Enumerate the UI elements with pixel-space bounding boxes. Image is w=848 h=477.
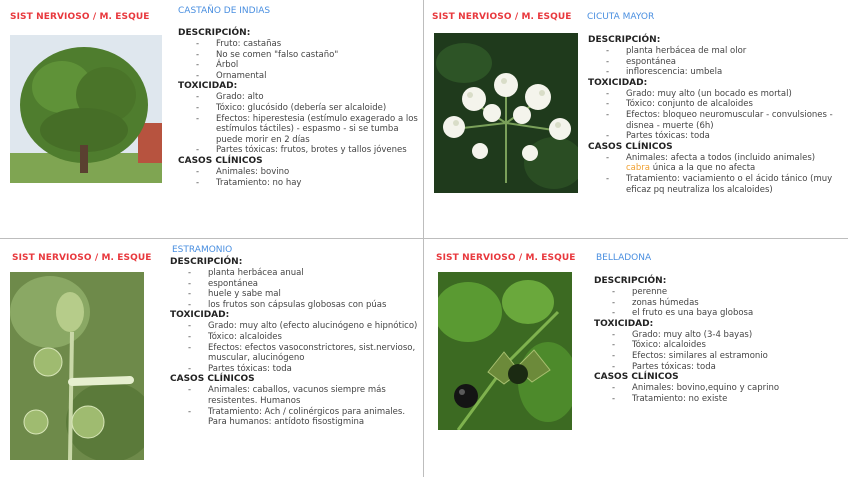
list-item: - Grado: muy alto (un bocado es mortal) (588, 89, 840, 100)
list-item: - Tóxico: alcaloides (594, 340, 840, 351)
section-descripcion: DESCRIPCIÓN: (594, 276, 667, 286)
photo-castano (10, 35, 162, 183)
list-item: - Efectos: efectos vasoconstrictores, sist.nervioso, muscular, alucinógeno (170, 343, 420, 364)
list-item: - Grado: muy alto (3-4 bayas) (594, 330, 840, 341)
list-item: - el fruto es una baya globosa (594, 308, 840, 319)
list-item: - Efectos: hiperestesia (estímulo exagerado a los estímulos táctiles) - espasmo - si se tumba puede morir en 2 días (178, 114, 422, 146)
list-item: - Partes tóxicas: toda (170, 364, 420, 375)
section-toxicidad: TOXICIDAD: (178, 81, 238, 92)
section-casos: CASOS CLÍNICOS (178, 155, 263, 166)
list-item: - Efectos: similares al estramonio (594, 351, 840, 362)
list-item: - Ornamental (178, 71, 422, 82)
list-item: - No se comen "falso castaño" (178, 50, 422, 61)
section-descripcion: DESCRIPCIÓN: (588, 35, 661, 45)
list-item: - espontánea (170, 279, 420, 290)
category-label: SIST NERVIOSO / M. ESQUE (436, 253, 576, 263)
list-item: - Animales: bovino (178, 167, 422, 178)
list-item: - espontánea (588, 57, 840, 68)
list-item: - Animales: afecta a todos (incluido animales) cabra única a la que no afecta (588, 153, 840, 174)
info-cicuta (588, 35, 840, 195)
list-item: - Animales: caballos, vacunos siempre más resistentes. Humanos (170, 385, 420, 406)
list-item: - Grado: muy alto (efecto alucinógeno e hipnótico) (170, 321, 420, 332)
info-belladona (594, 276, 840, 404)
list-item: - Tóxico: alcaloides (170, 332, 420, 343)
list-item: - Efectos: bloqueo neuromuscular - convulsiones - disnea - muerte (6h) (588, 110, 840, 131)
list-item: - Animales: bovino,equino y caprino (594, 383, 840, 394)
plant-name: CASTAÑO DE INDIAS (178, 6, 271, 16)
list-item: - Tratamiento: Ach / colinérgicos para animales. Para humanos: antídoto fisostigmina (170, 407, 420, 428)
section-descripcion: DESCRIPCIÓN: (170, 257, 243, 267)
list-item: - Tóxico: glucósido (debería ser alcaloide) (178, 103, 422, 114)
list-item: - zonas húmedas (594, 298, 840, 309)
section-toxicidad: TOXICIDAD: (588, 77, 648, 88)
list-item: - inflorescencia: umbela (588, 67, 840, 78)
list-item: - Tratamiento: vaciamiento o el ácido tánico (muy eficaz pq neutraliza los alcaloides) (588, 174, 840, 195)
horizontal-divider (0, 238, 848, 239)
list-item: - Tratamiento: no hay (178, 178, 422, 189)
list-item: - Fruto: castañas (178, 39, 422, 50)
list-item: - Árbol (178, 60, 422, 71)
list-item: - los frutos son cápsulas globosas con púas (170, 300, 420, 311)
section-casos: CASOS CLÍNICOS (170, 374, 255, 385)
plant-name: ESTRAMONIO (172, 245, 233, 255)
section-toxicidad: TOXICIDAD: (594, 318, 654, 329)
plant-name: BELLADONA (596, 253, 652, 263)
info-estramonio (170, 257, 420, 428)
list-item: - planta herbácea anual (170, 268, 420, 279)
category-label: SIST NERVIOSO / M. ESQUE (432, 12, 572, 22)
section-toxicidad: TOXICIDAD: (170, 310, 230, 321)
section-descripcion: DESCRIPCIÓN: (178, 28, 251, 38)
highlight-cabra: cabra (626, 163, 650, 174)
category-label: SIST NERVIOSO / M. ESQUE (10, 12, 150, 22)
section-casos: CASOS CLÍNICOS (588, 141, 673, 152)
list-item: - Grado: alto (178, 92, 422, 103)
list-item: - perenne (594, 287, 840, 298)
plant-name: CICUTA MAYOR (587, 12, 655, 22)
list-item: - planta herbácea de mal olor (588, 46, 840, 57)
list-item: - Partes tóxicas: frutos, brotes y tallos jóvenes (178, 145, 422, 156)
list-item: - Partes tóxicas: toda (588, 131, 840, 142)
list-item: - Tratamiento: no existe (594, 394, 840, 405)
photo-estramonio (10, 272, 144, 460)
info-castano (178, 28, 422, 188)
list-item: - Tóxico: conjunto de alcaloides (588, 99, 840, 110)
section-casos: CASOS CLÍNICOS (594, 372, 679, 383)
list-item: - Partes tóxicas: toda (594, 362, 840, 373)
photo-cicuta (434, 33, 578, 193)
list-item: - huele y sabe mal (170, 289, 420, 300)
category-label: SIST NERVIOSO / M. ESQUE (12, 253, 152, 263)
photo-belladona (438, 272, 572, 430)
